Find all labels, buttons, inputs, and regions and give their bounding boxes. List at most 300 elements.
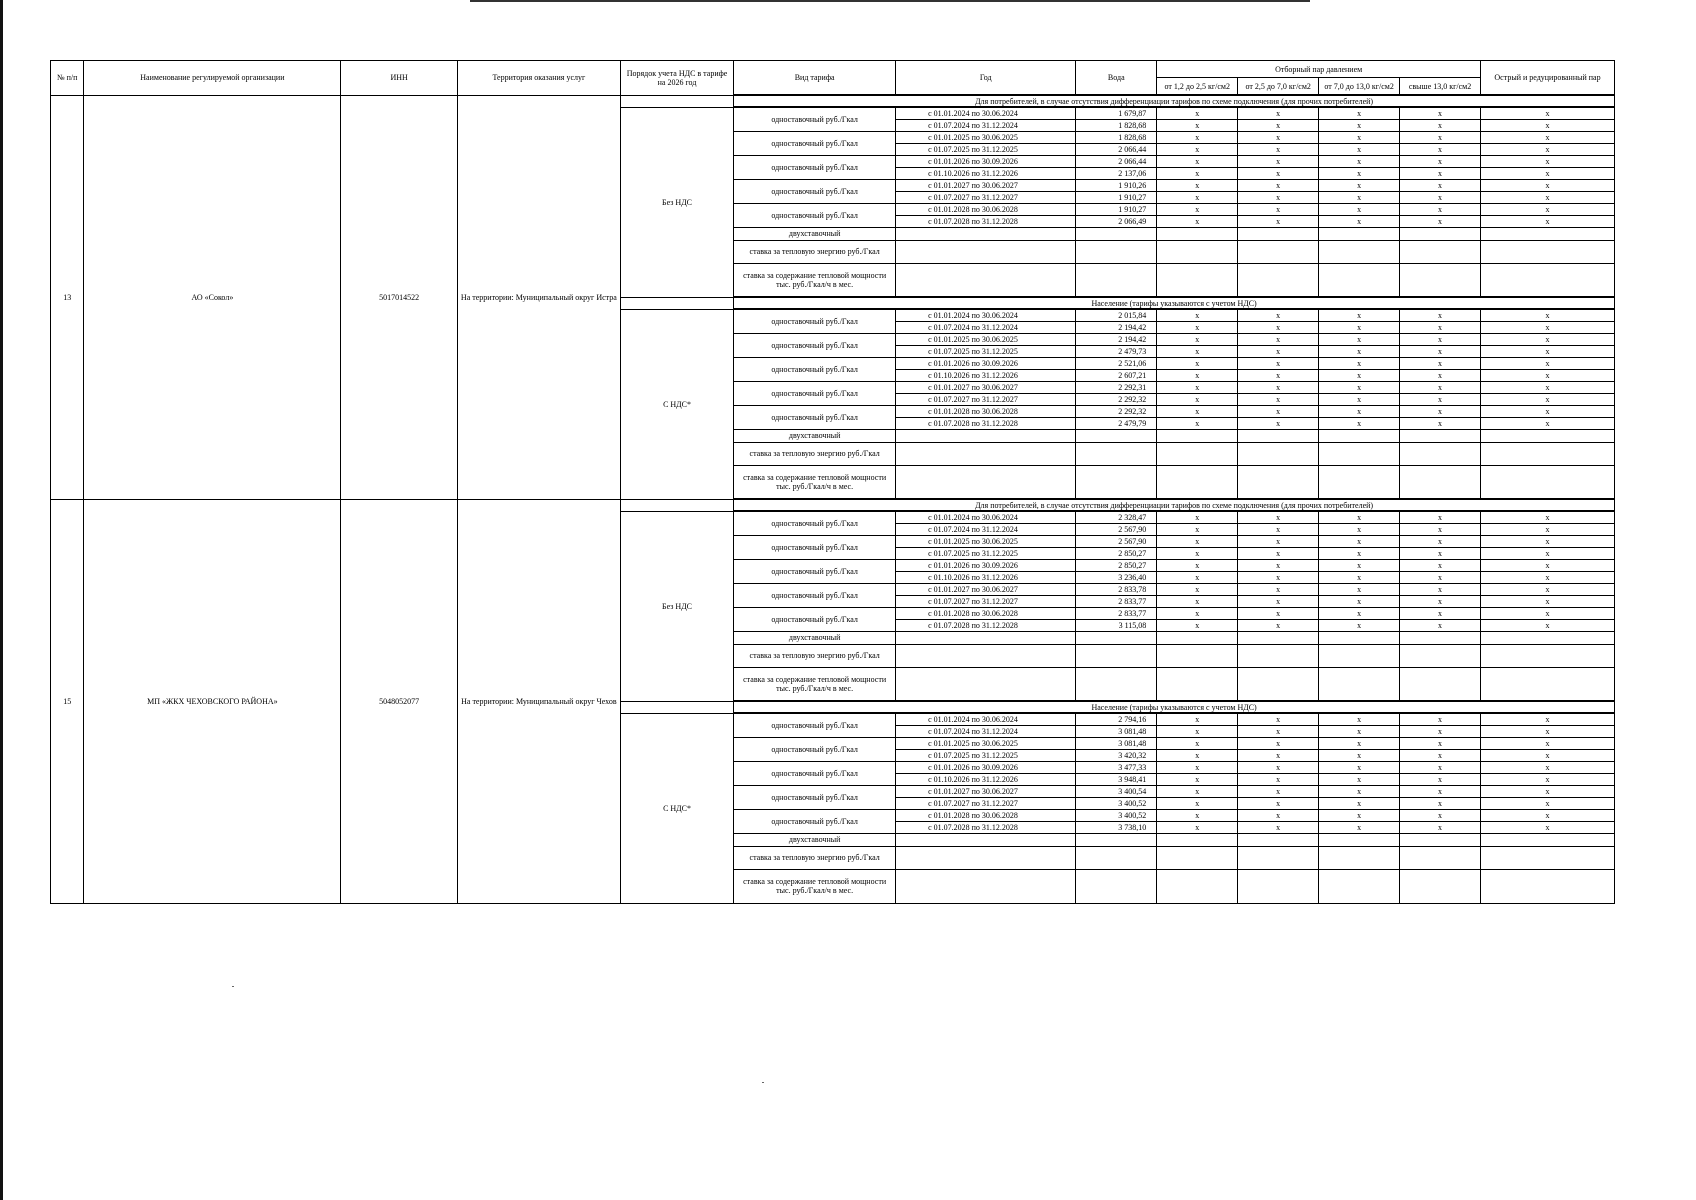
water-tariff-value: 1 679,87 <box>1076 107 1157 119</box>
water-tariff-value: 3 236,40 <box>1076 571 1157 583</box>
steam-tariff-x: x <box>1319 131 1400 143</box>
steam-tariff-x: x <box>1319 761 1400 773</box>
col-steam-group: Отборный пар давлением <box>1157 61 1481 78</box>
tariff-type-one-rate: одноставочный руб./Гкал <box>734 333 896 357</box>
empty-cell <box>1400 869 1481 903</box>
steam-tariff-x: x <box>1400 547 1481 559</box>
steam-tariff-x: x <box>1157 333 1238 345</box>
steam-tariff-x: x <box>1400 215 1481 227</box>
steam-tariff-x: x <box>1481 215 1615 227</box>
tariff-table <box>50 60 1615 904</box>
steam-tariff-x: x <box>1238 559 1319 571</box>
period-cell: с 01.01.2027 по 30.06.2027 <box>896 179 1076 191</box>
steam-tariff-x: x <box>1400 179 1481 191</box>
empty-cell <box>1481 644 1615 667</box>
water-tariff-value: 3 400,54 <box>1076 785 1157 797</box>
steam-tariff-x: x <box>1319 571 1400 583</box>
steam-tariff-x: x <box>1238 595 1319 607</box>
tariff-type-one-rate: одноставочный руб./Гкал <box>734 785 896 809</box>
water-tariff-value: 2 850,27 <box>1076 559 1157 571</box>
steam-tariff-x: x <box>1400 785 1481 797</box>
steam-tariff-x: x <box>1238 619 1319 631</box>
tariff-type-one-rate: одноставочный руб./Гкал <box>734 309 896 333</box>
period-cell: с 01.01.2027 по 30.06.2027 <box>896 381 1076 393</box>
tariff-type-energy-rate: ставка за тепловую энергию руб./Гкал <box>734 644 896 667</box>
steam-tariff-x: x <box>1157 821 1238 833</box>
empty-cell <box>1076 667 1157 701</box>
empty-cell <box>1400 442 1481 465</box>
water-tariff-value: 1 828,68 <box>1076 119 1157 131</box>
steam-tariff-x: x <box>1319 405 1400 417</box>
water-tariff-value: 2 567,90 <box>1076 523 1157 535</box>
steam-tariff-x: x <box>1481 309 1615 321</box>
tariff-type-one-rate: одноставочный руб./Гкал <box>734 761 896 785</box>
empty-cell <box>1076 263 1157 297</box>
col-sharp-steam: Острый и редуцированный пар <box>1481 61 1615 96</box>
empty-cell <box>1481 465 1615 499</box>
empty-cell <box>1238 667 1319 701</box>
steam-tariff-x: x <box>1481 333 1615 345</box>
org-name: МП «ЖКХ ЧЕХОВСКОГО РАЙОНА» <box>84 499 341 903</box>
steam-tariff-x: x <box>1157 309 1238 321</box>
empty-cell <box>896 465 1076 499</box>
steam-tariff-x: x <box>1157 167 1238 179</box>
steam-tariff-x: x <box>1157 559 1238 571</box>
steam-tariff-x: x <box>1238 761 1319 773</box>
empty-cell <box>1400 631 1481 644</box>
period-cell: с 01.07.2028 по 31.12.2028 <box>896 215 1076 227</box>
empty-cell <box>1238 465 1319 499</box>
steam-tariff-x: x <box>1400 725 1481 737</box>
period-cell: с 01.01.2026 по 30.09.2026 <box>896 559 1076 571</box>
steam-tariff-x: x <box>1157 321 1238 333</box>
water-tariff-value: 2 479,73 <box>1076 345 1157 357</box>
empty-cell <box>896 227 1076 240</box>
tariff-type-one-rate: одноставочный руб./Гкал <box>734 511 896 535</box>
steam-tariff-x: x <box>1400 773 1481 785</box>
steam-tariff-x: x <box>1319 321 1400 333</box>
water-tariff-value: 2 850,27 <box>1076 547 1157 559</box>
vat-order-spacer <box>620 701 733 713</box>
empty-cell <box>896 644 1076 667</box>
water-tariff-value: 3 081,48 <box>1076 737 1157 749</box>
empty-cell <box>1319 240 1400 263</box>
steam-tariff-x: x <box>1238 821 1319 833</box>
steam-tariff-x: x <box>1400 369 1481 381</box>
water-tariff-value: 3 948,41 <box>1076 773 1157 785</box>
steam-tariff-x: x <box>1319 547 1400 559</box>
empty-cell <box>1238 631 1319 644</box>
steam-tariff-x: x <box>1400 167 1481 179</box>
col-org: Наименование регулируемой организации <box>84 61 341 96</box>
period-cell: с 01.01.2025 по 30.06.2025 <box>896 333 1076 345</box>
steam-tariff-x: x <box>1481 107 1615 119</box>
empty-cell <box>1076 846 1157 869</box>
empty-cell <box>1481 667 1615 701</box>
empty-cell <box>1157 442 1238 465</box>
empty-cell <box>1238 846 1319 869</box>
tariff-type-one-rate: одноставочный руб./Гкал <box>734 131 896 155</box>
empty-cell <box>1076 644 1157 667</box>
empty-cell <box>1400 240 1481 263</box>
steam-tariff-x: x <box>1481 535 1615 547</box>
empty-cell <box>1238 227 1319 240</box>
steam-tariff-x: x <box>1157 535 1238 547</box>
steam-tariff-x: x <box>1319 369 1400 381</box>
vat-order-label: Без НДС <box>620 107 733 297</box>
empty-cell <box>1238 644 1319 667</box>
water-tariff-value: 3 115,08 <box>1076 619 1157 631</box>
steam-tariff-x: x <box>1319 749 1400 761</box>
steam-tariff-x: x <box>1319 107 1400 119</box>
empty-cell <box>1157 869 1238 903</box>
steam-tariff-x: x <box>1157 713 1238 725</box>
steam-tariff-x: x <box>1319 725 1400 737</box>
empty-cell <box>1481 429 1615 442</box>
period-cell: с 01.07.2027 по 31.12.2027 <box>896 595 1076 607</box>
water-tariff-value: 2 292,31 <box>1076 381 1157 393</box>
steam-tariff-x: x <box>1481 737 1615 749</box>
water-tariff-value: 2 833,77 <box>1076 595 1157 607</box>
period-cell: с 01.07.2027 по 31.12.2027 <box>896 191 1076 203</box>
steam-tariff-x: x <box>1319 713 1400 725</box>
steam-tariff-x: x <box>1400 333 1481 345</box>
steam-tariff-x: x <box>1319 809 1400 821</box>
steam-tariff-x: x <box>1157 619 1238 631</box>
steam-tariff-x: x <box>1238 321 1319 333</box>
tariff-band-label: Для потребителей, в случае отсутствия дифференциации тарифов по схеме подключения (для прочих потребителей) <box>734 499 1615 511</box>
steam-tariff-x: x <box>1157 381 1238 393</box>
empty-cell <box>896 833 1076 846</box>
steam-tariff-x: x <box>1238 809 1319 821</box>
period-cell: с 01.01.2025 по 30.06.2025 <box>896 535 1076 547</box>
empty-cell <box>1481 227 1615 240</box>
tariff-type-capacity-rate: ставка за содержание тепловой мощности тыс. руб./Гкал/ч в мес. <box>734 465 896 499</box>
empty-cell <box>1238 833 1319 846</box>
vat-order-spacer <box>620 297 733 309</box>
steam-tariff-x: x <box>1238 535 1319 547</box>
steam-tariff-x: x <box>1238 167 1319 179</box>
period-cell: с 01.01.2028 по 30.06.2028 <box>896 203 1076 215</box>
steam-tariff-x: x <box>1238 523 1319 535</box>
steam-tariff-x: x <box>1400 155 1481 167</box>
steam-tariff-x: x <box>1157 191 1238 203</box>
steam-tariff-x: x <box>1157 345 1238 357</box>
water-tariff-value: 3 400,52 <box>1076 797 1157 809</box>
empty-cell <box>1157 465 1238 499</box>
steam-tariff-x: x <box>1157 809 1238 821</box>
steam-tariff-x: x <box>1481 405 1615 417</box>
empty-cell <box>1319 442 1400 465</box>
steam-tariff-x: x <box>1400 345 1481 357</box>
empty-cell <box>1319 869 1400 903</box>
empty-cell <box>1238 869 1319 903</box>
steam-tariff-x: x <box>1319 119 1400 131</box>
steam-tariff-x: x <box>1157 203 1238 215</box>
period-cell: с 01.01.2024 по 30.06.2024 <box>896 511 1076 523</box>
empty-cell <box>1319 465 1400 499</box>
tariff-type-two-rate: двухставочный <box>734 227 896 240</box>
period-cell: с 01.01.2026 по 30.09.2026 <box>896 761 1076 773</box>
tariff-type-two-rate: двухставочный <box>734 631 896 644</box>
tariff-band-label: Для потребителей, в случае отсутствия дифференциации тарифов по схеме подключения (для прочих потребителей) <box>734 95 1615 107</box>
steam-tariff-x: x <box>1157 393 1238 405</box>
empty-cell <box>1157 429 1238 442</box>
steam-tariff-x: x <box>1157 773 1238 785</box>
steam-tariff-x: x <box>1238 333 1319 345</box>
steam-tariff-x: x <box>1481 619 1615 631</box>
period-cell: с 01.01.2025 по 30.06.2025 <box>896 131 1076 143</box>
steam-tariff-x: x <box>1319 381 1400 393</box>
steam-tariff-x: x <box>1238 785 1319 797</box>
steam-tariff-x: x <box>1400 749 1481 761</box>
steam-tariff-x: x <box>1238 155 1319 167</box>
steam-tariff-x: x <box>1238 203 1319 215</box>
tariff-type-capacity-rate: ставка за содержание тепловой мощности тыс. руб./Гкал/ч в мес. <box>734 667 896 701</box>
water-tariff-value: 3 477,33 <box>1076 761 1157 773</box>
steam-tariff-x: x <box>1157 547 1238 559</box>
tariff-type-one-rate: одноставочный руб./Гкал <box>734 357 896 381</box>
steam-tariff-x: x <box>1400 583 1481 595</box>
period-cell: с 01.07.2025 по 31.12.2025 <box>896 143 1076 155</box>
water-tariff-value: 1 910,27 <box>1076 203 1157 215</box>
col-inn: ИНН <box>341 61 458 96</box>
col-num: № п/п <box>51 61 84 96</box>
steam-tariff-x: x <box>1481 809 1615 821</box>
steam-tariff-x: x <box>1157 511 1238 523</box>
steam-tariff-x: x <box>1400 107 1481 119</box>
steam-tariff-x: x <box>1481 571 1615 583</box>
steam-tariff-x: x <box>1319 357 1400 369</box>
steam-tariff-x: x <box>1319 155 1400 167</box>
empty-cell <box>1076 227 1157 240</box>
tariff-type-one-rate: одноставочный руб./Гкал <box>734 809 896 833</box>
period-cell: с 01.01.2028 по 30.06.2028 <box>896 405 1076 417</box>
steam-tariff-x: x <box>1238 179 1319 191</box>
water-tariff-value: 1 910,27 <box>1076 191 1157 203</box>
steam-tariff-x: x <box>1481 369 1615 381</box>
scan-speck <box>762 1082 764 1083</box>
period-cell: с 01.01.2025 по 30.06.2025 <box>896 737 1076 749</box>
steam-tariff-x: x <box>1400 143 1481 155</box>
steam-tariff-x: x <box>1481 179 1615 191</box>
period-cell: с 01.01.2028 по 30.06.2028 <box>896 809 1076 821</box>
empty-cell <box>1400 263 1481 297</box>
empty-cell <box>896 240 1076 263</box>
empty-cell <box>1319 227 1400 240</box>
empty-cell <box>1319 644 1400 667</box>
empty-cell <box>1481 263 1615 297</box>
period-cell: с 01.07.2024 по 31.12.2024 <box>896 321 1076 333</box>
steam-tariff-x: x <box>1319 309 1400 321</box>
steam-tariff-x: x <box>1481 773 1615 785</box>
tariff-type-one-rate: одноставочный руб./Гкал <box>734 203 896 227</box>
water-tariff-value: 2 521,06 <box>1076 357 1157 369</box>
tariff-type-one-rate: одноставочный руб./Гкал <box>734 405 896 429</box>
steam-tariff-x: x <box>1157 107 1238 119</box>
water-tariff-value: 2 015,84 <box>1076 309 1157 321</box>
water-tariff-value: 2 066,44 <box>1076 143 1157 155</box>
water-tariff-value: 2 328,47 <box>1076 511 1157 523</box>
steam-tariff-x: x <box>1238 381 1319 393</box>
steam-tariff-x: x <box>1481 131 1615 143</box>
tariff-type-one-rate: одноставочный руб./Гкал <box>734 155 896 179</box>
steam-tariff-x: x <box>1481 725 1615 737</box>
steam-tariff-x: x <box>1319 333 1400 345</box>
steam-tariff-x: x <box>1157 357 1238 369</box>
steam-tariff-x: x <box>1481 821 1615 833</box>
steam-tariff-x: x <box>1481 713 1615 725</box>
steam-tariff-x: x <box>1319 821 1400 833</box>
steam-tariff-x: x <box>1238 511 1319 523</box>
tariff-type-energy-rate: ставка за тепловую энергию руб./Гкал <box>734 846 896 869</box>
empty-cell <box>1400 227 1481 240</box>
org-inn: 5048052077 <box>341 499 458 903</box>
steam-tariff-x: x <box>1481 761 1615 773</box>
empty-cell <box>896 667 1076 701</box>
vat-order-label: С НДС* <box>620 713 733 903</box>
steam-tariff-x: x <box>1400 119 1481 131</box>
empty-cell <box>1157 833 1238 846</box>
steam-tariff-x: x <box>1481 119 1615 131</box>
empty-cell <box>1400 465 1481 499</box>
steam-tariff-x: x <box>1481 797 1615 809</box>
steam-tariff-x: x <box>1157 749 1238 761</box>
col-year: Год <box>896 61 1076 96</box>
steam-tariff-x: x <box>1400 309 1481 321</box>
org-inn: 5017014522 <box>341 95 458 499</box>
steam-tariff-x: x <box>1157 155 1238 167</box>
col-vat-order: Порядок учета НДС в тарифе на 2026 год <box>620 61 733 96</box>
steam-tariff-x: x <box>1157 143 1238 155</box>
steam-tariff-x: x <box>1400 417 1481 429</box>
period-cell: с 01.07.2025 по 31.12.2025 <box>896 749 1076 761</box>
empty-cell <box>1481 846 1615 869</box>
steam-tariff-x: x <box>1481 167 1615 179</box>
steam-tariff-x: x <box>1157 369 1238 381</box>
steam-tariff-x: x <box>1481 155 1615 167</box>
steam-tariff-x: x <box>1238 797 1319 809</box>
steam-tariff-x: x <box>1481 607 1615 619</box>
steam-tariff-x: x <box>1319 203 1400 215</box>
steam-tariff-x: x <box>1238 405 1319 417</box>
col-steam-1: от 1,2 до 2,5 кг/см2 <box>1157 78 1238 96</box>
empty-cell <box>1157 240 1238 263</box>
steam-tariff-x: x <box>1400 619 1481 631</box>
steam-tariff-x: x <box>1319 179 1400 191</box>
empty-cell <box>1400 667 1481 701</box>
water-tariff-value: 2 066,49 <box>1076 215 1157 227</box>
steam-tariff-x: x <box>1238 583 1319 595</box>
empty-cell <box>1481 833 1615 846</box>
period-cell: с 01.07.2028 по 31.12.2028 <box>896 619 1076 631</box>
steam-tariff-x: x <box>1481 559 1615 571</box>
steam-tariff-x: x <box>1400 405 1481 417</box>
water-tariff-value: 2 607,21 <box>1076 369 1157 381</box>
steam-tariff-x: x <box>1481 191 1615 203</box>
steam-tariff-x: x <box>1238 143 1319 155</box>
steam-tariff-x: x <box>1481 381 1615 393</box>
steam-tariff-x: x <box>1319 773 1400 785</box>
col-steam-3: от 7,0 до 13,0 кг/см2 <box>1319 78 1400 96</box>
steam-tariff-x: x <box>1319 607 1400 619</box>
steam-tariff-x: x <box>1319 523 1400 535</box>
period-cell: с 01.10.2026 по 31.12.2026 <box>896 571 1076 583</box>
cropped-top-rule <box>470 0 1310 2</box>
org-name: АО «Сокол» <box>84 95 341 499</box>
steam-tariff-x: x <box>1238 607 1319 619</box>
empty-cell <box>896 263 1076 297</box>
water-tariff-value: 2 137,06 <box>1076 167 1157 179</box>
steam-tariff-x: x <box>1157 737 1238 749</box>
empty-cell <box>1481 631 1615 644</box>
empty-cell <box>1319 846 1400 869</box>
empty-cell <box>896 442 1076 465</box>
empty-cell <box>1481 869 1615 903</box>
period-cell: с 01.07.2024 по 31.12.2024 <box>896 523 1076 535</box>
steam-tariff-x: x <box>1481 345 1615 357</box>
tariff-type-capacity-rate: ставка за содержание тепловой мощности тыс. руб./Гкал/ч в мес. <box>734 263 896 297</box>
tariff-type-one-rate: одноставочный руб./Гкал <box>734 381 896 405</box>
steam-tariff-x: x <box>1319 215 1400 227</box>
empty-cell <box>1157 631 1238 644</box>
steam-tariff-x: x <box>1157 785 1238 797</box>
empty-cell <box>1319 667 1400 701</box>
steam-tariff-x: x <box>1157 571 1238 583</box>
tariff-type-one-rate: одноставочный руб./Гкал <box>734 179 896 203</box>
steam-tariff-x: x <box>1157 179 1238 191</box>
col-steam-4: свыше 13,0 кг/см2 <box>1400 78 1481 96</box>
steam-tariff-x: x <box>1400 713 1481 725</box>
period-cell: с 01.01.2024 по 30.06.2024 <box>896 107 1076 119</box>
empty-cell <box>1481 442 1615 465</box>
water-tariff-value: 2 567,90 <box>1076 535 1157 547</box>
empty-cell <box>1238 442 1319 465</box>
steam-tariff-x: x <box>1481 511 1615 523</box>
steam-tariff-x: x <box>1238 309 1319 321</box>
col-tariff-type: Вид тарифа <box>734 61 896 96</box>
vat-order-spacer <box>620 95 733 107</box>
empty-cell <box>896 869 1076 903</box>
steam-tariff-x: x <box>1400 191 1481 203</box>
steam-tariff-x: x <box>1400 523 1481 535</box>
steam-tariff-x: x <box>1319 619 1400 631</box>
period-cell: с 01.01.2026 по 30.09.2026 <box>896 155 1076 167</box>
band-row <box>51 499 1615 511</box>
empty-cell <box>1157 644 1238 667</box>
empty-cell <box>1076 833 1157 846</box>
water-tariff-value: 1 828,68 <box>1076 131 1157 143</box>
water-tariff-value: 3 400,52 <box>1076 809 1157 821</box>
tariff-type-energy-rate: ставка за тепловую энергию руб./Гкал <box>734 442 896 465</box>
empty-cell <box>1319 631 1400 644</box>
tariff-type-one-rate: одноставочный руб./Гкал <box>734 559 896 583</box>
empty-cell <box>1157 846 1238 869</box>
empty-cell <box>1076 240 1157 263</box>
steam-tariff-x: x <box>1400 595 1481 607</box>
steam-tariff-x: x <box>1238 191 1319 203</box>
steam-tariff-x: x <box>1319 583 1400 595</box>
scan-speck <box>232 986 234 987</box>
steam-tariff-x: x <box>1238 773 1319 785</box>
empty-cell <box>1238 240 1319 263</box>
steam-tariff-x: x <box>1157 607 1238 619</box>
empty-cell <box>1238 429 1319 442</box>
empty-cell <box>1157 667 1238 701</box>
period-cell: с 01.07.2028 по 31.12.2028 <box>896 821 1076 833</box>
steam-tariff-x: x <box>1157 725 1238 737</box>
steam-tariff-x: x <box>1319 559 1400 571</box>
